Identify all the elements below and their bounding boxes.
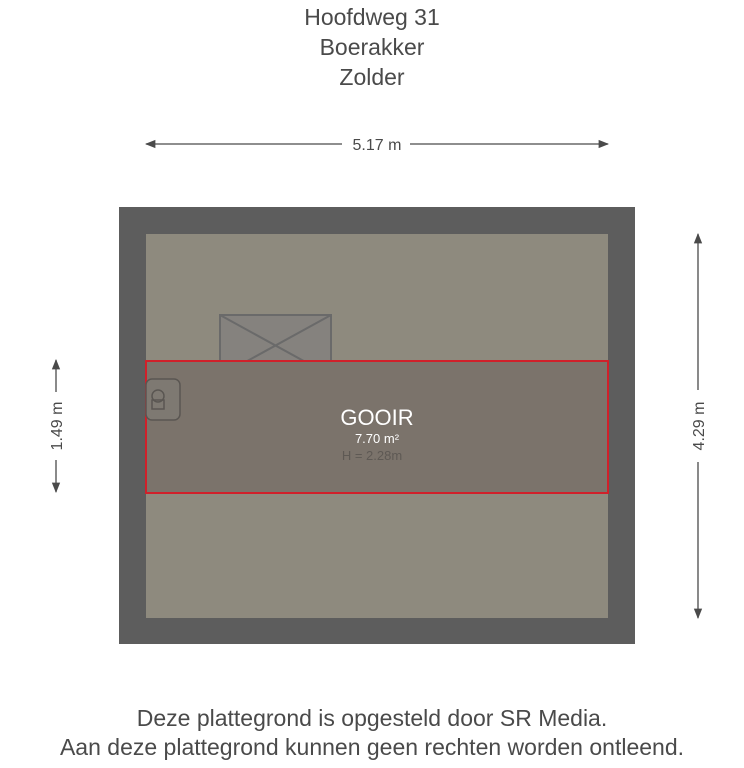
floor-text: Zolder <box>339 64 405 90</box>
height-dimension-left <box>49 360 66 492</box>
address-text: Hoofdweg 31 <box>304 4 440 30</box>
city-text: Boerakker <box>319 34 425 60</box>
width-dimension <box>146 137 608 154</box>
room-ceiling-height: H = 2.28m <box>341 448 403 463</box>
height-left-label: 1.49 m <box>49 401 66 451</box>
width-dimension-label: 5.17 m <box>352 137 402 154</box>
boiler-icon <box>146 379 180 420</box>
disclaimer-line-1: Deze plattegrond is opgesteld door SR Media. <box>136 705 608 731</box>
height-dimension-right <box>691 234 708 618</box>
room-name: GOOIR <box>340 405 414 430</box>
plan-disclaimer <box>0 704 744 762</box>
room-area: 7.70 m² <box>354 431 400 446</box>
disclaimer-line-2: Aan deze plattegrond kunnen geen rechten worden ontleend. <box>59 734 685 760</box>
height-right-label: 4.29 m <box>691 401 708 451</box>
